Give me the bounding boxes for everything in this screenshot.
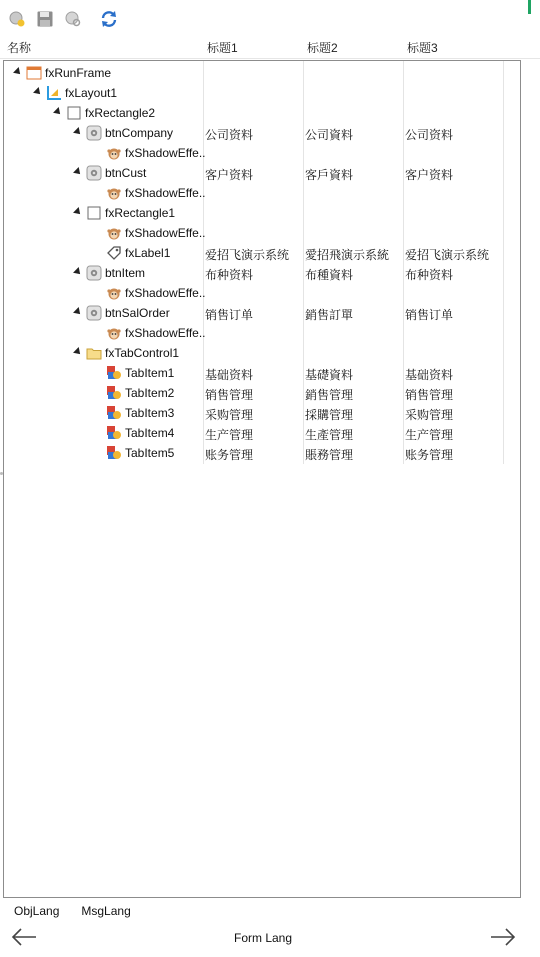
tree-node-label: btnCompany <box>105 126 174 140</box>
tree-row[interactable] <box>4 123 520 143</box>
tree-node-label: TabItem4 <box>125 426 175 440</box>
cell-title3[interactable]: 布种资料 <box>405 268 454 282</box>
column-header-title1[interactable]: 标题1 <box>207 41 238 55</box>
tab-item-icon <box>106 425 122 441</box>
tab-item-icon <box>106 385 122 401</box>
cell-title3[interactable]: 销售订单 <box>405 308 454 322</box>
cell-title2[interactable]: 客戶資料 <box>305 168 354 182</box>
expand-collapse-icon[interactable] <box>73 267 83 277</box>
tree-node-label: btnCust <box>105 166 147 180</box>
save-button[interactable] <box>34 8 56 30</box>
cell-title1[interactable]: 生产管理 <box>205 428 254 442</box>
tree-row[interactable] <box>4 163 520 183</box>
tree-grid[interactable] <box>3 60 521 898</box>
tree-node-label: btnSalOrder <box>105 306 170 320</box>
cell-title1[interactable]: 公司资料 <box>205 128 254 142</box>
cell-title2[interactable]: 採購管理 <box>305 408 354 422</box>
tree-row[interactable] <box>4 63 520 83</box>
column-header-title3[interactable]: 标题3 <box>407 41 438 55</box>
tree-node-label: fxRectangle1 <box>105 206 176 220</box>
tree-row[interactable] <box>4 143 520 163</box>
tree-node-label: TabItem2 <box>125 386 175 400</box>
new-button[interactable] <box>6 8 28 30</box>
refresh-icon <box>100 10 118 28</box>
bottom-tabs <box>14 904 131 918</box>
cell-title2[interactable]: 愛招飛演示系統 <box>305 248 390 262</box>
tree-row[interactable] <box>4 383 520 403</box>
column-header <box>0 34 540 59</box>
cell-title3[interactable]: 客户资料 <box>405 168 454 182</box>
button-icon <box>86 305 102 321</box>
toolbar <box>6 8 120 30</box>
accent-bar <box>528 0 531 14</box>
column-header-title2[interactable]: 标题2 <box>307 41 338 55</box>
tab-item-icon <box>106 405 122 421</box>
cell-title1[interactable]: 销售订单 <box>205 308 254 322</box>
tree-row[interactable] <box>4 363 520 383</box>
cell-title1[interactable]: 布种资料 <box>205 268 254 282</box>
shadow-effect-icon <box>106 145 122 161</box>
splitter-dot <box>0 472 3 475</box>
tree-row[interactable] <box>4 403 520 423</box>
tree-row[interactable] <box>4 423 520 443</box>
tree-node-label: TabItem1 <box>125 366 175 380</box>
cell-title1[interactable]: 采购管理 <box>205 408 254 422</box>
cell-title2[interactable]: 基礎資料 <box>305 368 354 382</box>
save-icon <box>36 10 54 28</box>
tree-node-label: TabItem3 <box>125 406 175 420</box>
tree-node-label: fxShadowEffe.. <box>125 186 206 200</box>
button-icon <box>86 165 102 181</box>
form-title: Form Lang <box>233 931 293 945</box>
expand-collapse-icon[interactable] <box>53 107 63 117</box>
tab-msglang[interactable]: MsgLang <box>81 904 131 918</box>
cell-title2[interactable]: 賬務管理 <box>305 448 354 462</box>
tree-row[interactable] <box>4 203 520 223</box>
new-icon <box>8 10 26 28</box>
expand-collapse-icon[interactable] <box>73 207 83 217</box>
cell-title1[interactable]: 基础资料 <box>205 368 254 382</box>
cell-title2[interactable]: 生產管理 <box>305 428 354 442</box>
expand-collapse-icon[interactable] <box>73 307 83 317</box>
cell-title1[interactable]: 客户资料 <box>205 168 254 182</box>
folder-icon <box>86 345 102 361</box>
tree-row[interactable] <box>4 283 520 303</box>
tree-node-label: fxLabel1 <box>125 246 171 260</box>
tree-node-label: fxLayout1 <box>65 86 118 100</box>
search-button[interactable] <box>62 8 84 30</box>
cell-title3[interactable]: 基础资料 <box>405 368 454 382</box>
tree-node-label: fxShadowEffe.. <box>125 326 206 340</box>
shadow-effect-icon <box>106 225 122 241</box>
shadow-effect-icon <box>106 285 122 301</box>
tree-node-label: fxRectangle2 <box>85 106 156 120</box>
cell-title1[interactable]: 账务管理 <box>205 448 254 462</box>
refresh-button[interactable] <box>98 8 120 30</box>
cell-title2[interactable]: 布種資料 <box>305 268 354 282</box>
button-icon <box>86 265 102 281</box>
rectangle-icon <box>86 205 102 221</box>
window-icon <box>26 65 42 81</box>
search-icon <box>64 10 82 28</box>
tree-node-label: btnItem <box>105 266 146 280</box>
tree-row[interactable] <box>4 83 520 103</box>
tree-row[interactable] <box>4 443 520 463</box>
tree-node-label: fxShadowEffe.. <box>125 146 206 160</box>
tree-row[interactable] <box>4 303 520 323</box>
button-icon <box>86 125 102 141</box>
expand-collapse-icon[interactable] <box>33 87 43 97</box>
rectangle-icon <box>66 105 82 121</box>
tab-item-icon <box>106 365 122 381</box>
tree-node-label: TabItem5 <box>125 446 175 460</box>
tree-row[interactable] <box>4 223 520 243</box>
tree-row[interactable] <box>4 183 520 203</box>
tree-node-label: fxTabControl1 <box>105 346 180 360</box>
cell-title3[interactable]: 爱招飞演示系统 <box>405 248 490 262</box>
cell-title3[interactable]: 采购管理 <box>405 408 454 422</box>
tree-row[interactable] <box>4 323 520 343</box>
cell-title2[interactable]: 公司資料 <box>305 128 354 142</box>
cell-title1[interactable]: 销售管理 <box>205 388 254 402</box>
cell-title3[interactable]: 销售管理 <box>405 388 454 402</box>
arrow-right-icon[interactable] <box>489 926 517 948</box>
cell-title1[interactable]: 爱招飞演示系统 <box>205 248 290 262</box>
cell-title3[interactable]: 账务管理 <box>405 448 454 462</box>
tree-node-label: fxShadowEffe.. <box>125 286 206 300</box>
tab-item-icon <box>106 445 122 461</box>
label-icon <box>106 245 122 261</box>
tab-objlang[interactable]: ObjLang <box>14 904 60 918</box>
cell-title2[interactable]: 銷售管理 <box>305 388 354 402</box>
column-header-name[interactable]: 名称 <box>7 41 32 55</box>
tree-node-label: fxRunFrame <box>45 66 112 80</box>
cell-title3[interactable]: 公司资料 <box>405 128 454 142</box>
layout-icon <box>46 85 62 101</box>
cell-title3[interactable]: 生产管理 <box>405 428 454 442</box>
expand-collapse-icon[interactable] <box>13 67 23 77</box>
tree-row[interactable] <box>4 263 520 283</box>
expand-collapse-icon[interactable] <box>73 347 83 357</box>
tree-row[interactable] <box>4 243 520 263</box>
cell-title2[interactable]: 銷售訂單 <box>305 308 354 322</box>
tree-row[interactable] <box>4 343 520 363</box>
tree-node-label: fxShadowEffe.. <box>125 226 206 240</box>
shadow-effect-icon <box>106 185 122 201</box>
expand-collapse-icon[interactable] <box>73 167 83 177</box>
tree-row[interactable] <box>4 103 520 123</box>
footer-nav <box>0 926 540 950</box>
expand-collapse-icon[interactable] <box>73 127 83 137</box>
shadow-effect-icon <box>106 325 122 341</box>
